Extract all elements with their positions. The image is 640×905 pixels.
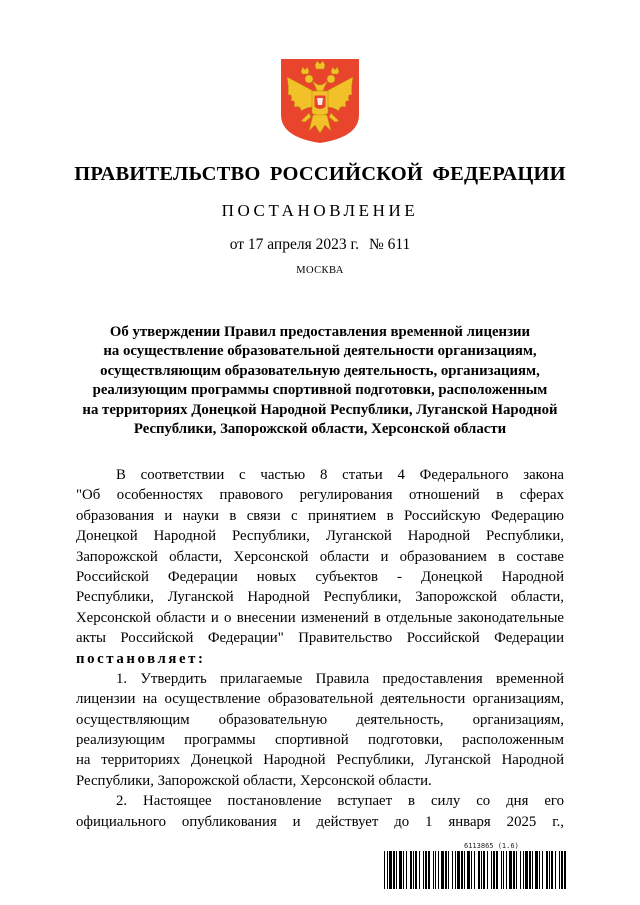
item-2-line: 2. Настоящее постановление вступает в силу со дня его [116,793,564,810]
subject-line: Об утверждении Правил предоставления временной лицензии [109,324,531,340]
preamble-line: Донецкой Народной Республики, Луганской Народной Республики, [76,528,564,545]
item-1-line: 1. Утвердить прилагаемые Правила предоставления временной [116,670,564,687]
coat-of-arms-emblem [279,57,361,145]
preamble-line: акты Российской Федерации" Правительство Российской Федерации [76,630,564,647]
subject-line: осуществляющим образовательную деятельность, организациям, [100,362,540,379]
preamble-line: Запорожской области, Херсонской области и образованием в составе [76,548,564,565]
preamble-line: образования и науки в связи с принятием в Российскую Федерацию [76,507,564,524]
date-number-line [0,236,640,254]
barcode [384,851,568,889]
document-type: ПОСТАНОВЛЕНИЕ [221,201,419,220]
preamble-line: В соответствии с частью 8 статьи 4 Федерального закона [116,467,564,483]
document-number: № 611 [368,236,411,253]
item-1-line: реализующим программы спортивной подготовки, расположенным [76,732,564,749]
resolves-word: постановляет: [76,650,206,667]
item-2-line: официального опубликования и действует до 1 января 2025 г., [76,813,564,830]
document-date: от 17 апреля 2023 г. [229,236,359,253]
preamble-line: Херсонской области и о внесении изменений в отдельные законодательные [76,609,564,626]
subject-line: на территориях Донецкой Народной Республики, Луганской Народной [82,401,558,418]
item-1-line: на территориях Донецкой Народной Республики, Луганской Народной [76,752,564,769]
preamble-line: "Об особенностях правового регулирования отношений в сферах [76,487,564,504]
preamble-line: Республики, Луганской Народной Республики, Запорожской области, [76,589,564,606]
government-title: ПРАВИТЕЛЬСТВО РОССИЙСКОЙ ФЕДЕРАЦИИ [74,163,566,185]
barcode-block [384,842,568,892]
document-subject [60,323,580,439]
item-1-line: лицензии на осуществление образовательной деятельности организациям, [76,691,564,708]
subject-line: на осуществление образовательной деятельности организациям, [103,343,537,360]
subject-line: реализующим программы спортивной подготовки, расположенным [92,382,548,399]
item-1-line: осуществляющим образовательную деятельность, организациям, [76,711,564,728]
preamble-line: Российской Федерации новых субъектов - Донецкой Народной [76,568,564,585]
item-1-line: Республики, Запорожской области, Херсонской области. [76,772,432,789]
document-body [76,465,564,832]
subject-line: Республики, Запорожской области, Херсонской области [133,421,507,438]
barcode-number: 6113865 (1.6) [464,842,519,850]
city-name: МОСКВА [296,265,344,276]
